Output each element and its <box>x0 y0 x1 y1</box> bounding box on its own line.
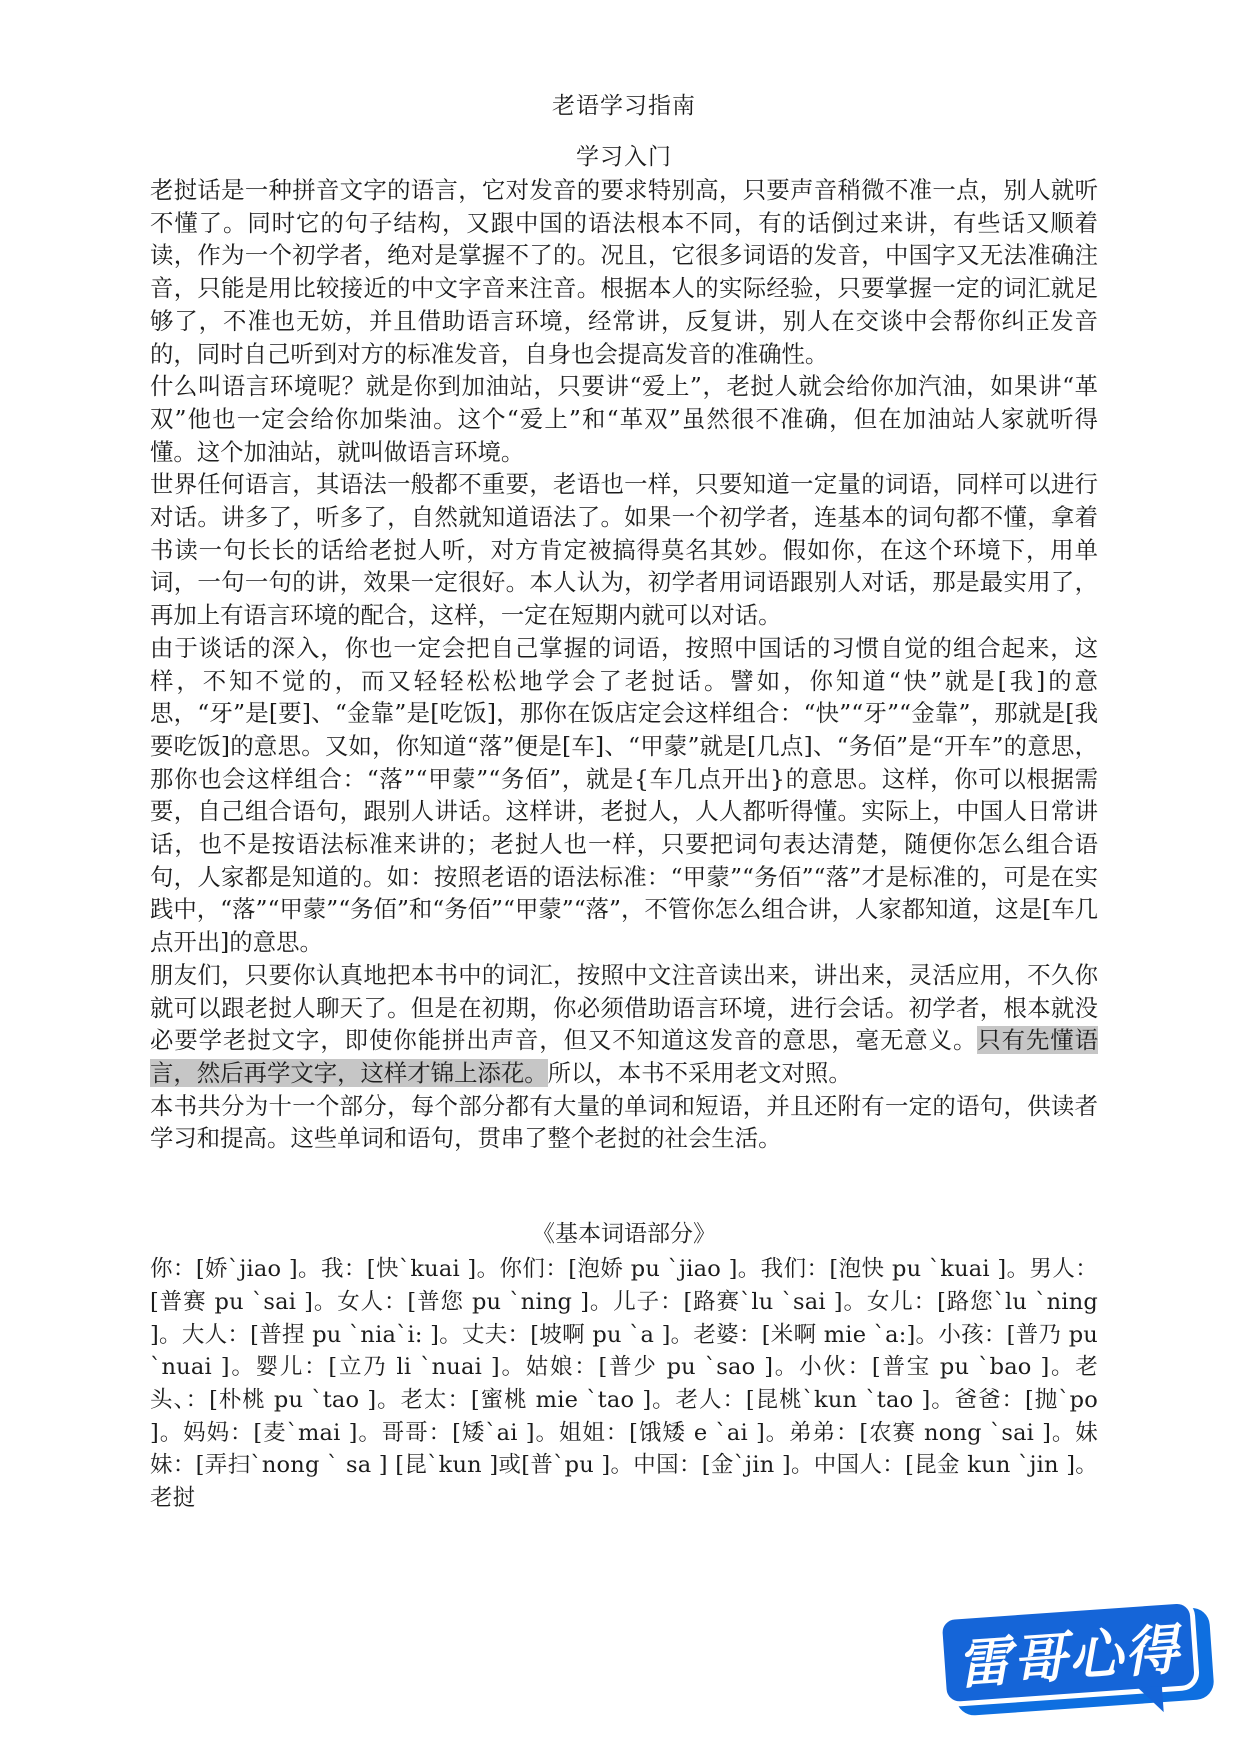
document-title: 老语学习指南 <box>552 93 696 119</box>
watermark-text: 雷哥心得 <box>954 1617 1183 1696</box>
paragraph-1: 老挝话是一种拼音文字的语言，它对发音的要求特别高，只要声音稍微不准一点，别人就听不懂了。同时它的句子结构，又跟中国的语法根本不同，有的话倒过来讲，有些话又顺着读，作为一个初学者，绝对是掌握不了的。况且，它很多词语的发音，中国字又无法准确注音，只能是用比较接近的中文字音来注音。根据本人的实际经验，只要掌握一定的词汇就足够了，不准也无妨，并且借助语言环境，经常讲，反复讲，别人在交谈中会帮你纠正发音的，同时自己听到对方的标准发音，自身也会提高发音的准确性。 <box>150 176 1098 368</box>
paragraph-4: 由于谈话的深入，你也一定会把自己掌握的词语，按照中国话的习惯自觉的组合起来，这样，不知不觉的，而又轻轻松松地学会了老挝话。譬如，你知道“快”就是[我]的意思，“牙”是[要]、“金靠”是[吃饭]，那你在饭店定会这样组合：“快”“牙”“金靠”，那就是[我要吃饭]的意思。又如，你知道“落”便是[车]、“甲蒙”就是[几点]、“务佰”是“开车”的意思，那你也会这样组合：“落”“甲蒙”“务佰”，就是{车几点开出}的意思。这样，你可以根据需要，自己组合语句，跟别人讲话。这样讲，老挝人，人人都听得懂。实际上，中国人日常讲话，也不是按语法标准来讲的；老挝人也一样，只要把词句表达清楚，随便你怎么组合语句，人家都是知道的。如：按照老语的语法标准：“甲蒙”“务佰”“落”才是标准的，可是在实践中，“落”“甲蒙”“务佰”和“务佰”“甲蒙”“落”，不管你怎么组合讲，人家都知道，这是[车几点开出]的意思。 <box>150 633 1098 957</box>
watermark-logo <box>936 1597 1218 1728</box>
paragraph-2: 什么叫语言环境呢？就是你到加油站，只要讲“爱上”，老挝人就会给你加汽油，如果讲“革双”他也一定会给你加柴油。这个“爱上”和“革双”虽然很不准确，但在加油站人家就听得懂。这个加油站，就叫做语言环境。 <box>150 372 1098 466</box>
highlighted-sentence: 只有先懂语言，然后再学文字，这样才锦上添花。 <box>150 1026 1098 1087</box>
paragraph-5-text-before: 朋友们，只要你认真地把本书中的词汇，按照中文注音读出来，讲出来，灵活应用，不久你就可以跟老挝人聊天了。但是在初期，你必须借助语言环境，进行会话。初学者，根本就没必要学老挝文字，即使你能拼出声音，但又不知道这发音的意思，毫无意义。 <box>150 960 1098 1055</box>
document-page <box>150 84 1098 1515</box>
watermark-speech-tail <box>1138 1686 1164 1714</box>
paragraph-6: 本书共分为十一个部分，每个部分都有大量的单词和短语，并且还附有一定的语句，供读者学习和提高。这些单词和语句，贯串了整个老挝的社会生活。 <box>150 1091 1098 1153</box>
section-gap <box>150 1155 1098 1215</box>
paragraph-5 <box>150 959 1098 1090</box>
paragraph-5-text-after: 所以，本书不采用老文对照。 <box>547 1058 852 1087</box>
section-title: 学习入门 <box>576 144 672 170</box>
paragraph-3: 世界任何语言，其语法一般都不重要，老语也一样，只要知道一定量的词语，同样可以进行对话。讲多了，听多了，自然就知道语法了。如果一个初学者，连基本的词句都不懂，拿着书读一句长长的话给老挝人听，对方肯定被搞得莫名其妙。假如你，在这个环境下，用单词，一句一句的讲，效果一定很好。本人认为，初学者用词语跟别人对话，那是最实用了，再加上有语言环境的配合，这样，一定在短期内就可以对话。 <box>150 470 1098 630</box>
vocab-list: 你：[娇`jiao ]。我：[快`kuai ]。你们：[泡娇 pu `jiao ]。我们：[泡快 pu `kuai ]。男人：[普赛 pu `sai ]。女人：[普您 pu `ning ]。儿子：[路赛`lu `sai ]。女儿：[路您`lu `ning ]。大人：[普捏 pu `nia`i: ]。丈夫：[坡啊 pu `a ]。老婆：[米啊 mie `a:]。小孩：[普乃 pu `nuai ]。婴儿：[立乃 li `nuai ]。姑娘：[普少 pu `sao ]。小伙：[普宝 pu `bao ]。老头、：[朴桃 pu `tao ]。老太：[蜜桃 mie `tao ]。老人：[昆桃`kun `tao ]。爸爸：[抛`po ]。妈妈：[麦`mai ]。哥哥：[矮`ai ]。姐姐：[饿矮 e `ai ]。弟弟：[农赛 nong `sai ]。妹妹：[弄扫`nong ` sa ] [昆`kun ]或[普`pu ]。中国：[金`jin ]。中国人：[昆金 kun `jin ]。老挝 <box>150 1256 1098 1512</box>
vocab-section-title: 《基本词语部分》 <box>532 1221 716 1248</box>
